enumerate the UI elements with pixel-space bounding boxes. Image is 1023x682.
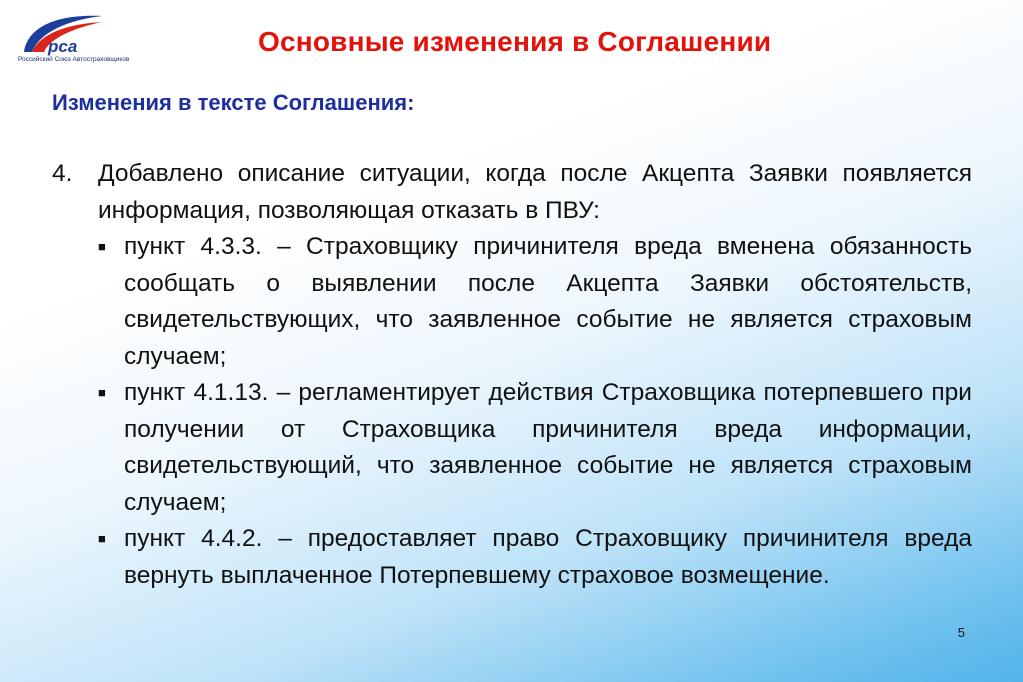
logo-caption: Российский Союз Автостраховщиков bbox=[18, 56, 130, 63]
list-item-text: пункт 4.1.13. – регламентирует действия Страховщика потерпевшего при получении от Страховщика причинителя вреда информации, свидетельствующий, что заявленное событие не является страховым случаем; bbox=[124, 379, 972, 516]
list-item bbox=[98, 521, 972, 594]
list-item bbox=[98, 375, 972, 521]
slide-title: Основные изменения в Соглашении bbox=[258, 26, 772, 57]
list-item-text: пункт 4.3.3. – Страховщику причинителя вреда вменена обязанность сообщать о выявлении после Акцепта Заявки обстоятельств, свидетельствующих, что заявленное событие не является страховым случаем; bbox=[124, 233, 972, 370]
rsa-logo bbox=[18, 12, 158, 70]
sub-item-list bbox=[98, 229, 972, 594]
square-bullet-icon: ■ bbox=[98, 239, 106, 254]
slide-content bbox=[52, 156, 972, 594]
rsa-logo-icon bbox=[18, 12, 108, 56]
list-item bbox=[98, 229, 972, 375]
list-item-text: пункт 4.4.2. – предоставляет право Страховщику причинителя вреда вернуть выплаченное Потерпевшему страховое возмещение. bbox=[124, 525, 972, 589]
page-number: 5 bbox=[957, 625, 965, 640]
point-number: 4. bbox=[52, 160, 73, 187]
point-body bbox=[98, 156, 972, 594]
point-text: Добавлено описание ситуации, когда после Акцепта Заявки появляется информация, позволяющая отказать в ПВУ: bbox=[98, 160, 972, 224]
numbered-point bbox=[52, 156, 972, 594]
logo-text: рсa bbox=[48, 37, 78, 56]
section-subtitle: Изменения в тексте Соглашения: bbox=[52, 90, 415, 115]
square-bullet-icon: ■ bbox=[98, 531, 106, 546]
square-bullet-icon: ■ bbox=[98, 385, 106, 400]
